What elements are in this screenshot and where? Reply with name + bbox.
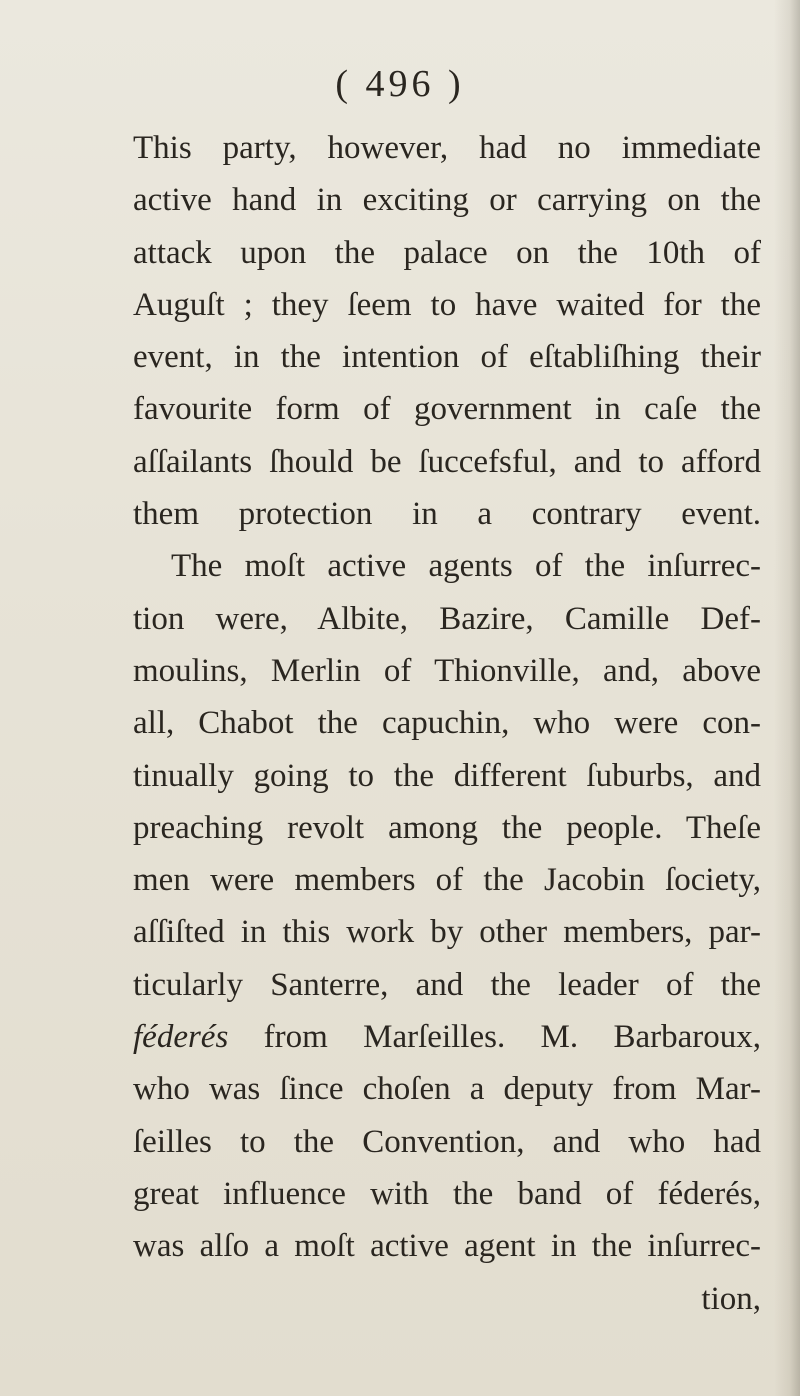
text-line: aſſailants ſhould be ſuccefsful, and to afford bbox=[133, 443, 761, 480]
catchword: tion, bbox=[701, 1280, 761, 1317]
text-line: men were members of the Jacobin ſociety, bbox=[133, 862, 761, 899]
italic-word: féderés bbox=[133, 1019, 229, 1056]
text-line: tinually going to the different ſuburbs, and bbox=[133, 757, 761, 794]
text-line: ſeilles to the Convention, and who had bbox=[133, 1123, 761, 1160]
text-line: aſſiſted in this work by other members, par- bbox=[133, 914, 761, 951]
text-line-rest: from Marſeilles. M. Barbaroux, bbox=[263, 1019, 762, 1056]
text-line: preaching revolt among the people. Theſe bbox=[133, 809, 761, 846]
text-line: active hand in exciting or carrying on the bbox=[133, 182, 761, 219]
text-line: attack upon the palace on the 10th of bbox=[133, 234, 761, 271]
text-line: them protection in a contrary event. bbox=[133, 496, 761, 533]
text-line: was alſo a moſt active agent in the inſurrec- bbox=[133, 1228, 761, 1265]
text-line: ticularly Santerre, and the leader of the bbox=[133, 966, 761, 1003]
text-line: This party, however, had no immediate bbox=[133, 130, 761, 166]
text-line: Auguſt ; they ſeem to have waited for the bbox=[133, 286, 761, 323]
text-line: moulins, Merlin of Thionville, and, above bbox=[133, 652, 761, 689]
page-number: ( 496 ) bbox=[335, 63, 465, 105]
text-line: all, Chabot the capuchin, who were con- bbox=[133, 705, 761, 742]
body-text bbox=[133, 122, 761, 1325]
text-line: The moſt active agents of the inſurrec- bbox=[171, 548, 761, 585]
text-line: tion were, Albite, Bazire, Camille Def- bbox=[133, 600, 761, 637]
text-line: favourite form of government in caſe the bbox=[133, 391, 761, 428]
text-line: great influence with the band of féderés, bbox=[133, 1175, 761, 1212]
page-edge-shadow bbox=[774, 0, 800, 1396]
text-line: who was ſince choſen a deputy from Mar- bbox=[133, 1071, 761, 1108]
text-line-mixed bbox=[133, 1011, 761, 1063]
text-line: event, in the intention of eſtabliſhing their bbox=[133, 339, 761, 376]
